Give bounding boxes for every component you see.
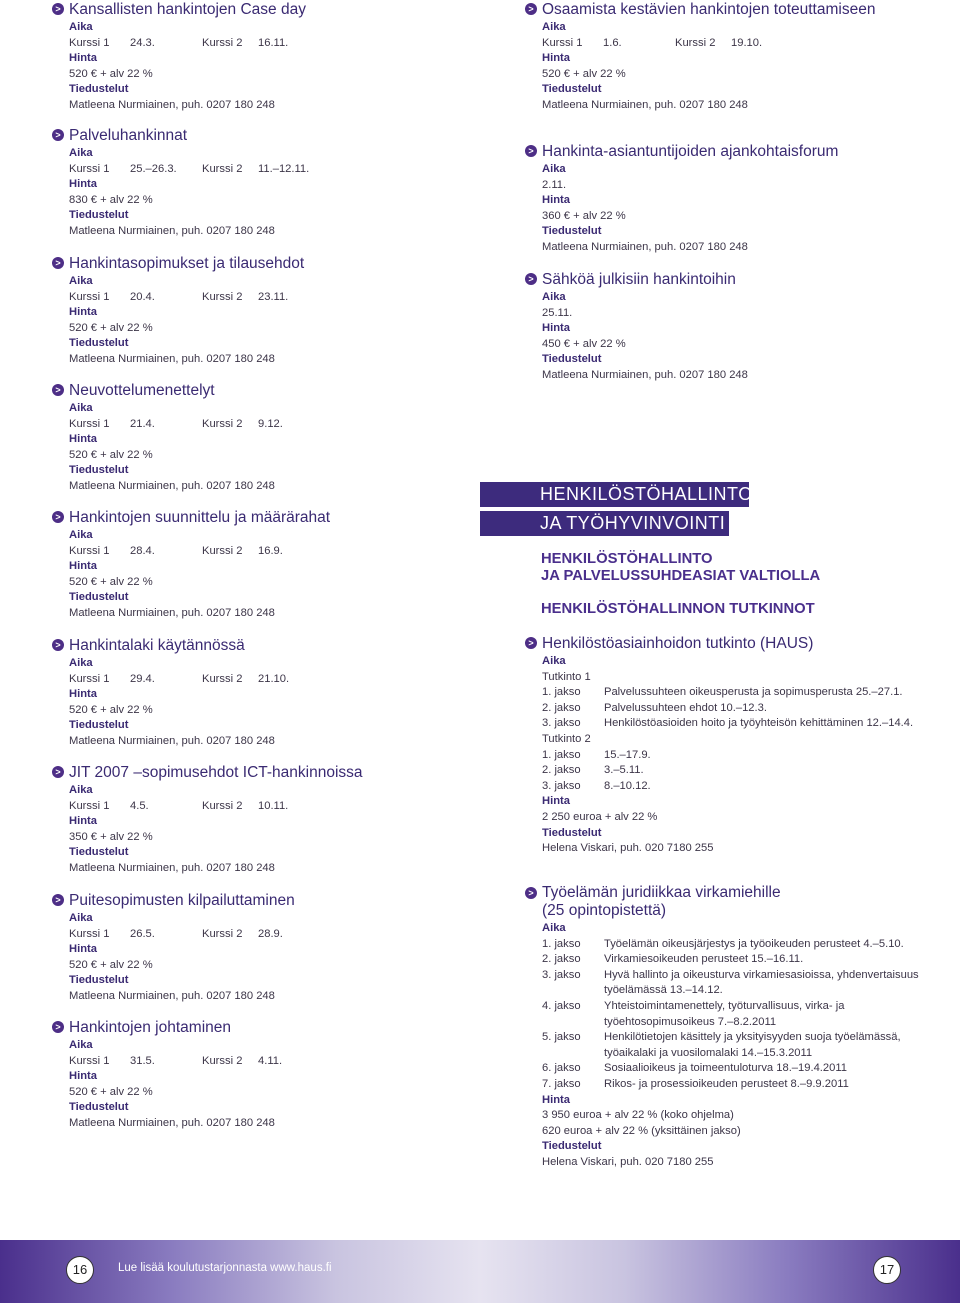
course-title-text: Hankintalaki käytännössä xyxy=(69,637,245,654)
date-cell: 25.–26.3. xyxy=(130,162,177,175)
jakso-description: Henkilötietojen käsittely ja yksityisyyden suoja työelämässä, työaikalaki ja vuosilomalaki 14.–15.3.2011 xyxy=(604,1031,901,1059)
jakso-description: 3.–5.11. xyxy=(604,764,644,777)
contact: Helena Viskari, puh. 020 7180 255 xyxy=(542,842,714,855)
jakso-list xyxy=(542,937,945,1093)
tiedustelut-label: Tiedustelut xyxy=(542,83,602,96)
jakso-number: 2. jakso xyxy=(542,701,581,714)
jakso-number: 5. jakso xyxy=(542,1031,581,1044)
aika-label: Aika xyxy=(69,275,93,287)
page-footer xyxy=(0,1240,960,1303)
course-block xyxy=(52,763,462,877)
aika-label: Aika xyxy=(69,402,93,414)
jakso-description: Virkamiesoikeuden perusteet 15.–16.11. xyxy=(604,953,804,966)
tutkinto-1-list xyxy=(542,685,945,732)
tiedustelut-label: Tiedustelut xyxy=(542,225,602,238)
jakso-description: Hyvä hallinto ja oikeusturva virkamiesasioissa, yhdenvertaisuus työelämässä 13.–14.12. xyxy=(604,968,919,997)
course-title-text: Kansallisten hankintojen Case day xyxy=(69,1,306,18)
hinta-label: Hinta xyxy=(69,815,97,828)
tutkinto-1-label: Tutkinto 1 xyxy=(542,670,591,683)
date-cell: Kurssi 2 xyxy=(202,1054,243,1067)
date-cell: Kurssi 2 xyxy=(675,36,716,49)
jakso-number: 1. jakso xyxy=(542,748,581,761)
date-cell: Kurssi 1 xyxy=(69,417,110,430)
arrow-bullet-icon: > xyxy=(525,145,537,157)
jakso-description: 8.–10.12. xyxy=(604,779,651,792)
course-title xyxy=(52,0,462,19)
arrow-bullet-icon: > xyxy=(52,257,64,269)
aika-label: Aika xyxy=(542,21,566,33)
date-cell: 20.4. xyxy=(130,290,155,303)
date-cell: 11.–12.11. xyxy=(258,162,310,175)
jakso-number: 7. jakso xyxy=(542,1077,581,1090)
price-single: 620 euroa + alv 22 % (yksittäinen jakso) xyxy=(542,1124,741,1137)
arrow-bullet-icon: > xyxy=(52,384,64,396)
page-number-right: 17 xyxy=(873,1256,901,1284)
jakso-row xyxy=(542,1030,945,1061)
jakso-description: Henkilöstöasioiden hoito ja työyhteisön kehittäminen 12.–14.4. xyxy=(604,717,914,730)
contact: Matleena Nurmiainen, puh. 0207 180 248 xyxy=(69,989,275,1002)
course-title: > Henkilöstöasiainhoidon tutkinto (HAUS) xyxy=(525,634,945,653)
jakso-description: Yhteistoimintamenettely, työturvallisuus, virka- ja työehtosopimusoikeus 7.–8.2.2011 xyxy=(604,999,845,1028)
course-dates xyxy=(69,799,462,815)
course-title-text: Palveluhankinnat xyxy=(69,127,188,144)
jakso-number: 3. jakso xyxy=(542,717,581,730)
jakso-row xyxy=(542,952,945,968)
course-title xyxy=(525,0,945,19)
jakso-row xyxy=(542,1077,945,1093)
jakso-number: 3. jakso xyxy=(542,779,581,792)
aika-label: Aika xyxy=(69,784,93,796)
aika-label: Aika xyxy=(542,655,566,667)
date-cell: 16.11. xyxy=(258,36,289,49)
course-title xyxy=(52,126,462,145)
arrow-bullet-icon: > xyxy=(52,766,64,778)
contact: Matleena Nurmiainen, puh. 0207 180 248 xyxy=(542,240,748,253)
contact: Matleena Nurmiainen, puh. 0207 180 248 xyxy=(542,98,748,111)
contact: Matleena Nurmiainen, puh. 0207 180 248 xyxy=(69,352,275,365)
aika-label: Aika xyxy=(69,1039,93,1051)
hinta-label: Hinta xyxy=(69,52,97,65)
course-title-text: Hankinta-asiantuntijoiden ajankohtaisforum xyxy=(542,143,839,160)
course-block xyxy=(52,254,462,368)
course-title xyxy=(52,636,462,655)
jakso-number: 4. jakso xyxy=(542,999,581,1012)
aika-label: Aika xyxy=(69,147,93,159)
contact: Matleena Nurmiainen, puh. 0207 180 248 xyxy=(69,606,275,619)
date-cell: 9.12. xyxy=(258,417,283,430)
jakso-number: 1. jakso xyxy=(542,937,581,950)
price: 520 € + alv 22 % xyxy=(69,321,153,334)
page-number-left: 16 xyxy=(66,1256,94,1284)
course-block xyxy=(52,1018,462,1132)
course-title xyxy=(525,270,945,289)
price-full: 3 950 euroa + alv 22 % (koko ohjelma) xyxy=(542,1109,734,1122)
arrow-bullet-icon: > xyxy=(52,511,64,523)
course-title xyxy=(52,763,462,782)
arrow-bullet-icon: > xyxy=(525,3,537,15)
jakso-description: Palvelussuhteen ehdot 10.–12.3. xyxy=(604,701,767,714)
aika-label: Aika xyxy=(69,657,93,669)
course-dates xyxy=(69,544,462,560)
jakso-row xyxy=(542,716,945,732)
course-dates xyxy=(69,36,462,52)
course-title xyxy=(525,142,945,161)
course-title xyxy=(52,891,462,910)
contact: Matleena Nurmiainen, puh. 0207 180 248 xyxy=(69,224,275,237)
date-cell: 4.11. xyxy=(258,1054,283,1067)
section-heading-line1: HENKILÖSTÖHALLINTO xyxy=(541,551,713,567)
contact: Matleena Nurmiainen, puh. 0207 180 248 xyxy=(542,368,748,381)
date-cell: Kurssi 2 xyxy=(202,544,243,557)
date-cell: Kurssi 1 xyxy=(69,162,110,175)
section-banner-line1: HENKILÖSTÖHALLINTO xyxy=(480,482,749,507)
hinta-label: Hinta xyxy=(69,688,97,701)
footer-link-text[interactable]: Lue lisää koulutustarjonnasta www.haus.fi xyxy=(118,1262,332,1274)
tiedustelut-label: Tiedustelut xyxy=(542,826,602,839)
date-cell: 28.4. xyxy=(130,544,155,557)
price: 360 € + alv 22 % xyxy=(542,209,626,222)
jakso-number: 6. jakso xyxy=(542,1062,581,1075)
price: 450 € + alv 22 % xyxy=(542,337,626,350)
course-date: 2.11. xyxy=(542,178,567,191)
jakso-row xyxy=(542,999,945,1030)
tiedustelut-label: Tiedustelut xyxy=(69,974,129,987)
arrow-bullet-icon: > xyxy=(52,894,64,906)
tiedustelut-label: Tiedustelut xyxy=(69,464,129,477)
course-dates xyxy=(69,1054,462,1070)
aika-label: Aika xyxy=(542,922,566,934)
course-title-text: Hankintojen suunnittelu ja määrärahat xyxy=(69,509,331,526)
date-cell: Kurssi 1 xyxy=(69,672,110,685)
arrow-bullet-icon: > xyxy=(52,1021,64,1033)
jakso-description: Palvelussuhteen oikeusperusta ja sopimusperusta 25.–27.1. xyxy=(604,686,903,699)
aika-label: Aika xyxy=(69,529,93,541)
hinta-label: Hinta xyxy=(69,306,97,319)
jakso-row xyxy=(542,748,945,764)
date-cell: 19.10. xyxy=(731,36,763,49)
jakso-row xyxy=(542,968,945,999)
date-cell: Kurssi 1 xyxy=(69,290,110,303)
jakso-row xyxy=(542,1061,945,1077)
jakso-row xyxy=(542,779,945,795)
price: 520 € + alv 22 % xyxy=(542,67,626,80)
price: 520 € + alv 22 % xyxy=(69,448,153,461)
course-title-text: Hankintasopimukset ja tilausehdot xyxy=(69,255,305,272)
course-title xyxy=(52,381,462,400)
date-cell: 21.10. xyxy=(258,672,290,685)
hinta-label: Hinta xyxy=(69,560,97,573)
date-cell: 24.3. xyxy=(130,36,155,49)
course-title xyxy=(52,254,462,273)
jakso-description: Sosiaalioikeus ja toimeentuloturva 18.–19.4.2011 xyxy=(604,1062,847,1075)
hinta-label: Hinta xyxy=(542,795,570,808)
arrow-bullet-icon: > xyxy=(525,887,537,899)
tutkinto-2-label: Tutkinto 2 xyxy=(542,732,591,745)
aika-label: Aika xyxy=(542,163,566,175)
course-title: > Työelämän juridiikkaa virkamiehille xyxy=(525,884,945,902)
date-cell: Kurssi 2 xyxy=(202,417,243,430)
jakso-description: Työelämän oikeusjärjestys ja työoikeuden perusteet 4.–5.10. xyxy=(604,937,904,950)
price: 520 € + alv 22 % xyxy=(69,1085,153,1098)
date-cell: 4.5. xyxy=(130,799,149,812)
course-haus xyxy=(525,634,945,857)
course-title-text: Sähköä julkisiin hankintoihin xyxy=(542,271,736,288)
tiedustelut-label: Tiedustelut xyxy=(542,353,602,366)
contact: Matleena Nurmiainen, puh. 0207 180 248 xyxy=(69,1116,275,1129)
course-block xyxy=(52,636,462,750)
contact: Matleena Nurmiainen, puh. 0207 180 248 xyxy=(69,861,275,874)
date-cell: Kurssi 1 xyxy=(542,36,583,49)
date-cell: Kurssi 2 xyxy=(202,290,243,303)
jakso-row xyxy=(542,701,945,717)
date-cell: 21.4. xyxy=(130,417,155,430)
date-cell: 23.11. xyxy=(258,290,289,303)
tiedustelut-label: Tiedustelut xyxy=(69,591,129,604)
aika-label: Aika xyxy=(69,912,93,924)
arrow-bullet-icon: > xyxy=(52,639,64,651)
jakso-row xyxy=(542,763,945,779)
hinta-label: Hinta xyxy=(542,322,570,335)
course-dates xyxy=(542,36,945,52)
price: 520 € + alv 22 % xyxy=(69,958,153,971)
jakso-row xyxy=(542,937,945,953)
tiedustelut-label: Tiedustelut xyxy=(69,1101,129,1114)
date-cell: Kurssi 1 xyxy=(69,927,110,940)
course-title xyxy=(52,1018,462,1037)
price: 520 € + alv 22 % xyxy=(69,703,153,716)
price: 520 € + alv 22 % xyxy=(69,67,153,80)
jakso-number: 2. jakso xyxy=(542,953,581,966)
jakso-number: 1. jakso xyxy=(542,686,581,699)
date-cell: Kurssi 1 xyxy=(69,544,110,557)
price: 350 € + alv 22 % xyxy=(69,830,153,843)
date-cell: 26.5. xyxy=(130,927,155,940)
date-cell: Kurssi 2 xyxy=(202,36,243,49)
date-cell: 28.9. xyxy=(258,927,283,940)
tutkinto-2-list xyxy=(542,748,945,795)
course-title-text: Puitesopimusten kilpailuttaminen xyxy=(69,892,295,909)
course-date: 25.11. xyxy=(542,306,573,319)
course-title xyxy=(52,508,462,527)
jakso-description: Rikos- ja prosessioikeuden perusteet 8.–9.9.2011 xyxy=(604,1077,849,1090)
date-cell: Kurssi 1 xyxy=(69,799,110,812)
course-block xyxy=(52,126,462,240)
date-cell: 10.11. xyxy=(258,799,289,812)
course-title-text: JIT 2007 –sopimusehdot ICT-hankinnoissa xyxy=(69,764,363,781)
contact: Matleena Nurmiainen, puh. 0207 180 248 xyxy=(69,734,275,747)
course-dates xyxy=(69,417,462,433)
course-title-text: Neuvottelumenettelyt xyxy=(69,382,215,399)
course-block xyxy=(525,270,945,384)
jakso-row xyxy=(542,685,945,701)
course-block xyxy=(52,0,462,114)
hinta-label: Hinta xyxy=(542,1093,570,1106)
contact: Helena Viskari, puh. 020 7180 255 xyxy=(542,1155,714,1168)
arrow-bullet-icon: > xyxy=(525,637,537,649)
course-dates xyxy=(69,672,462,688)
date-cell: 16.9. xyxy=(258,544,283,557)
tiedustelut-label: Tiedustelut xyxy=(69,209,129,222)
course-block xyxy=(52,891,462,1005)
section-heading-tutkinnot: HENKILÖSTÖHALLINNON TUTKINNOT xyxy=(541,601,815,617)
course-title-text: Osaamista kestävien hankintojen toteuttamiseen xyxy=(542,1,876,18)
contact: Matleena Nurmiainen, puh. 0207 180 248 xyxy=(69,479,275,492)
section-heading-valtio xyxy=(541,551,820,585)
course-block xyxy=(52,508,462,622)
tiedustelut-label: Tiedustelut xyxy=(69,846,129,859)
course-dates xyxy=(69,162,462,178)
price: 2 250 euroa + alv 22 % xyxy=(542,810,658,823)
course-title-line2: (25 opintopistettä) xyxy=(542,902,667,919)
price: 520 € + alv 22 % xyxy=(69,575,153,588)
hinta-label: Hinta xyxy=(69,1070,97,1083)
course-block xyxy=(525,142,945,256)
date-cell: Kurssi 2 xyxy=(202,799,243,812)
section-banner-line2: JA TYÖHYVINVOINTI xyxy=(480,511,729,536)
date-cell: Kurssi 2 xyxy=(202,927,243,940)
course-block xyxy=(52,381,462,495)
price: 830 € + alv 22 % xyxy=(69,193,153,206)
course-juridiikka xyxy=(525,884,945,1171)
section-heading-line2: JA PALVELUSSUHDEASIAT VALTIOLLA xyxy=(541,568,821,584)
tiedustelut-label: Tiedustelut xyxy=(69,83,129,96)
hinta-label: Hinta xyxy=(69,943,97,956)
hinta-label: Hinta xyxy=(542,194,570,207)
tiedustelut-label: Tiedustelut xyxy=(69,337,129,350)
aika-label: Aika xyxy=(69,21,93,33)
hinta-label: Hinta xyxy=(542,52,570,65)
date-cell: Kurssi 1 xyxy=(69,36,110,49)
date-cell: Kurssi 1 xyxy=(69,1054,110,1067)
aika-label: Aika xyxy=(542,291,566,303)
date-cell: 1.6. xyxy=(603,36,622,49)
date-cell: 29.4. xyxy=(130,672,155,685)
contact: Matleena Nurmiainen, puh. 0207 180 248 xyxy=(69,98,275,111)
course-block xyxy=(525,0,945,114)
date-cell: Kurssi 2 xyxy=(202,672,243,685)
tiedustelut-label: Tiedustelut xyxy=(542,1140,602,1153)
date-cell: 31.5. xyxy=(130,1054,155,1067)
course-dates xyxy=(69,927,462,943)
hinta-label: Hinta xyxy=(69,433,97,446)
tiedustelut-label: Tiedustelut xyxy=(69,719,129,732)
course-dates xyxy=(69,290,462,306)
arrow-bullet-icon: > xyxy=(525,273,537,285)
hinta-label: Hinta xyxy=(69,178,97,191)
arrow-bullet-icon: > xyxy=(52,129,64,141)
jakso-number: 3. jakso xyxy=(542,968,581,981)
date-cell: Kurssi 2 xyxy=(202,162,243,175)
jakso-number: 2. jakso xyxy=(542,764,581,777)
course-title-text: Hankintojen johtaminen xyxy=(69,1019,231,1036)
arrow-bullet-icon: > xyxy=(52,3,64,15)
jakso-description: 15.–17.9. xyxy=(604,748,651,761)
